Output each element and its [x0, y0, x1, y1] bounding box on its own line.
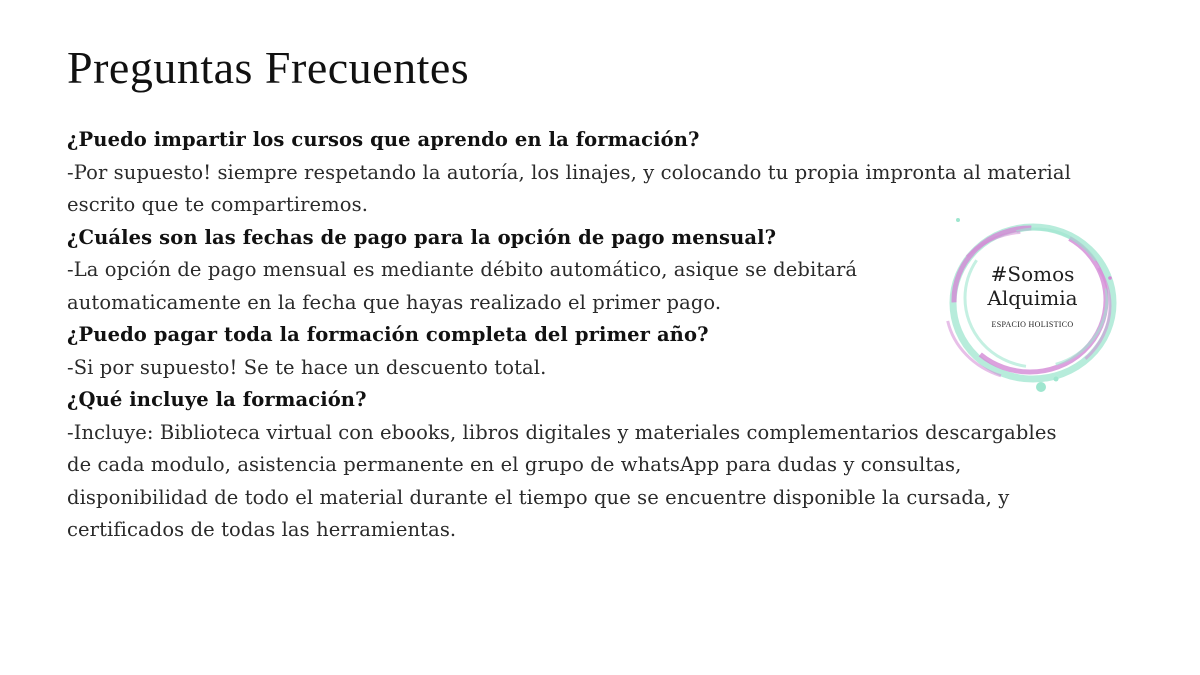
- page-title: Preguntas Frecuentes: [67, 42, 470, 93]
- faq-question: ¿Cuáles son las fechas de pago para la opción de pago mensual?: [67, 225, 777, 249]
- faq-answer-line: -Por supuesto! siempre respetando la autoría, los linajes, y colocando tu propia impronta al material: [67, 160, 1071, 184]
- faq-answer: [67, 417, 1137, 547]
- faq-answer-line: -La opción de pago mensual es mediante débito automático, asique se debitará: [67, 258, 858, 281]
- logo-subtitle: ESPACIO HOLISTICO: [991, 320, 1074, 329]
- faq-question: ¿Qué incluye la formación?: [67, 388, 367, 411]
- faq-answer-line: disponibilidad de todo el material durante el tiempo que se encuentre disponible la cursada, y: [67, 485, 1010, 509]
- faq-question: ¿Puedo pagar toda la formación completa del primer año?: [67, 323, 709, 346]
- somos-alquimia-logo: [940, 208, 1125, 393]
- logo-hashtag-line: #Somos: [990, 262, 1075, 286]
- logo-name-line: Alquimia: [987, 286, 1078, 310]
- faq-answer-line: de cada modulo, asistencia permanente en el grupo de whatsApp para dudas y consultas,: [67, 453, 962, 476]
- faq-answer-line: automaticamente en la fecha que hayas realizado el primer pago.: [67, 290, 722, 314]
- faq-answer-line: -Si por supuesto! Se te hace un descuento total.: [67, 355, 547, 379]
- faq-question: ¿Puedo impartir los cursos que aprendo en la formación?: [67, 128, 700, 151]
- faq-answer-line: escrito que te compartiremos.: [67, 193, 369, 216]
- faq-answer-line: certificados de todas las herramientas.: [67, 518, 457, 541]
- faq-answer-line: -Incluye: Biblioteca virtual con ebooks, libros digitales y materiales complementarios descargables: [67, 420, 1057, 444]
